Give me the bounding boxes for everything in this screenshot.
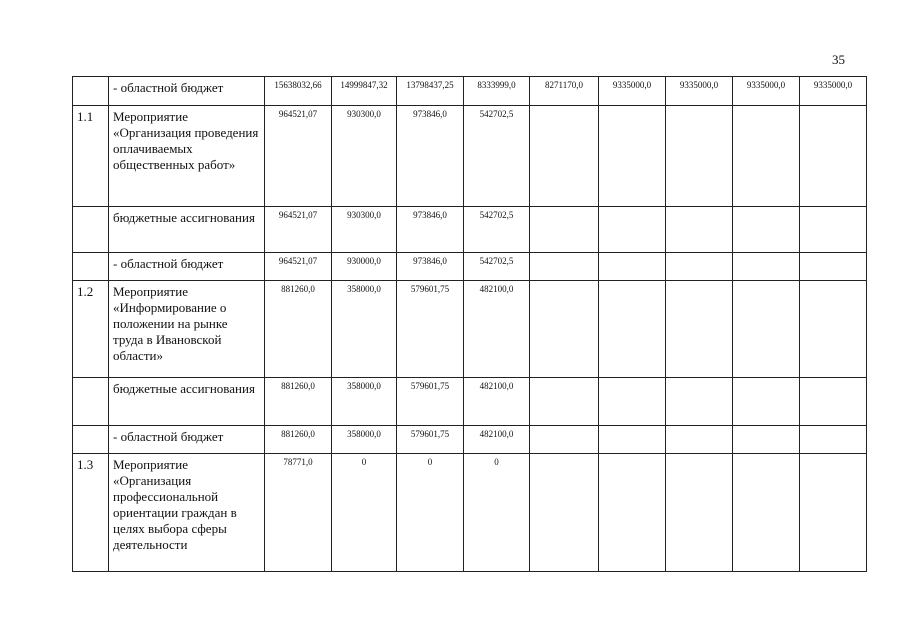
cell-value: 9335000,0 — [666, 77, 733, 106]
cell-value — [599, 281, 666, 378]
row-name: - областной бюджет — [109, 77, 265, 106]
cell-value — [599, 378, 666, 426]
cell-value: 881260,0 — [265, 378, 332, 426]
cell-value: 8271170,0 — [530, 77, 599, 106]
table-row — [73, 253, 867, 281]
cell-value: 9335000,0 — [800, 77, 867, 106]
cell-value: 930000,0 — [332, 253, 397, 281]
row-number: 1.2 — [73, 281, 109, 378]
cell-value: 358000,0 — [332, 426, 397, 454]
cell-value: 78771,0 — [265, 454, 332, 572]
cell-value: 881260,0 — [265, 281, 332, 378]
cell-value: 14999847,32 — [332, 77, 397, 106]
cell-value — [599, 426, 666, 454]
row-number — [73, 426, 109, 454]
table-row — [73, 454, 867, 572]
row-number — [73, 207, 109, 253]
cell-value — [733, 253, 800, 281]
cell-value: 973846,0 — [397, 207, 464, 253]
row-number — [73, 253, 109, 281]
cell-value — [599, 454, 666, 572]
cell-value: 13798437,25 — [397, 77, 464, 106]
row-number: 1.1 — [73, 106, 109, 207]
cell-value: 482100,0 — [464, 426, 530, 454]
cell-value — [530, 106, 599, 207]
table-body — [73, 77, 867, 572]
table-row — [73, 426, 867, 454]
cell-value — [800, 426, 867, 454]
row-name: - областной бюджет — [109, 426, 265, 454]
cell-value: 0 — [332, 454, 397, 572]
budget-table — [72, 76, 867, 572]
cell-value: 482100,0 — [464, 281, 530, 378]
cell-value: 358000,0 — [332, 378, 397, 426]
cell-value — [599, 207, 666, 253]
cell-value: 964521,07 — [265, 253, 332, 281]
cell-value: 0 — [464, 454, 530, 572]
cell-value — [666, 378, 733, 426]
cell-value: 542702,5 — [464, 207, 530, 253]
row-name: - областной бюджет — [109, 253, 265, 281]
cell-value: 0 — [397, 454, 464, 572]
cell-value — [733, 426, 800, 454]
cell-value: 9335000,0 — [733, 77, 800, 106]
cell-value — [530, 426, 599, 454]
row-name: Мероприятие «Информирование о положении на рынке труда в Ивановской области» — [109, 281, 265, 378]
row-name: Мероприятие «Организация проведения оплачиваемых общественных работ» — [109, 106, 265, 207]
cell-value — [733, 106, 800, 207]
cell-value — [800, 454, 867, 572]
cell-value — [733, 454, 800, 572]
cell-value — [599, 106, 666, 207]
cell-value: 358000,0 — [332, 281, 397, 378]
cell-value — [733, 281, 800, 378]
cell-value: 964521,07 — [265, 207, 332, 253]
cell-value: 542702,5 — [464, 253, 530, 281]
cell-value: 930300,0 — [332, 207, 397, 253]
cell-value — [599, 253, 666, 281]
row-number: 1.3 — [73, 454, 109, 572]
cell-value — [733, 207, 800, 253]
cell-value: 881260,0 — [265, 426, 332, 454]
cell-value: 973846,0 — [397, 106, 464, 207]
cell-value — [800, 378, 867, 426]
cell-value — [530, 253, 599, 281]
cell-value — [666, 454, 733, 572]
cell-value — [666, 426, 733, 454]
row-number — [73, 378, 109, 426]
cell-value: 542702,5 — [464, 106, 530, 207]
cell-value — [666, 253, 733, 281]
cell-value: 964521,07 — [265, 106, 332, 207]
cell-value — [530, 454, 599, 572]
cell-value — [800, 253, 867, 281]
row-number — [73, 77, 109, 106]
cell-value: 9335000,0 — [599, 77, 666, 106]
row-name: бюджетные ассигнования — [109, 378, 265, 426]
table-row — [73, 106, 867, 207]
cell-value — [800, 207, 867, 253]
cell-value — [530, 207, 599, 253]
cell-value: 482100,0 — [464, 378, 530, 426]
cell-value: 579601,75 — [397, 378, 464, 426]
table-row — [73, 207, 867, 253]
cell-value: 973846,0 — [397, 253, 464, 281]
cell-value — [800, 106, 867, 207]
table-row — [73, 77, 867, 106]
cell-value — [666, 207, 733, 253]
cell-value — [666, 281, 733, 378]
cell-value — [733, 378, 800, 426]
cell-value — [666, 106, 733, 207]
cell-value — [800, 281, 867, 378]
cell-value: 930300,0 — [332, 106, 397, 207]
cell-value — [530, 281, 599, 378]
row-name: Мероприятие «Организация профессиональной ориентации граждан в целях выбора сферы деятельности — [109, 454, 265, 572]
table-row — [73, 378, 867, 426]
page-number: 35 — [832, 52, 845, 67]
cell-value: 579601,75 — [397, 426, 464, 454]
cell-value: 8333999,0 — [464, 77, 530, 106]
table-row — [73, 281, 867, 378]
cell-value — [530, 378, 599, 426]
cell-value: 579601,75 — [397, 281, 464, 378]
row-name: бюджетные ассигнования — [109, 207, 265, 253]
cell-value: 15638032,66 — [265, 77, 332, 106]
